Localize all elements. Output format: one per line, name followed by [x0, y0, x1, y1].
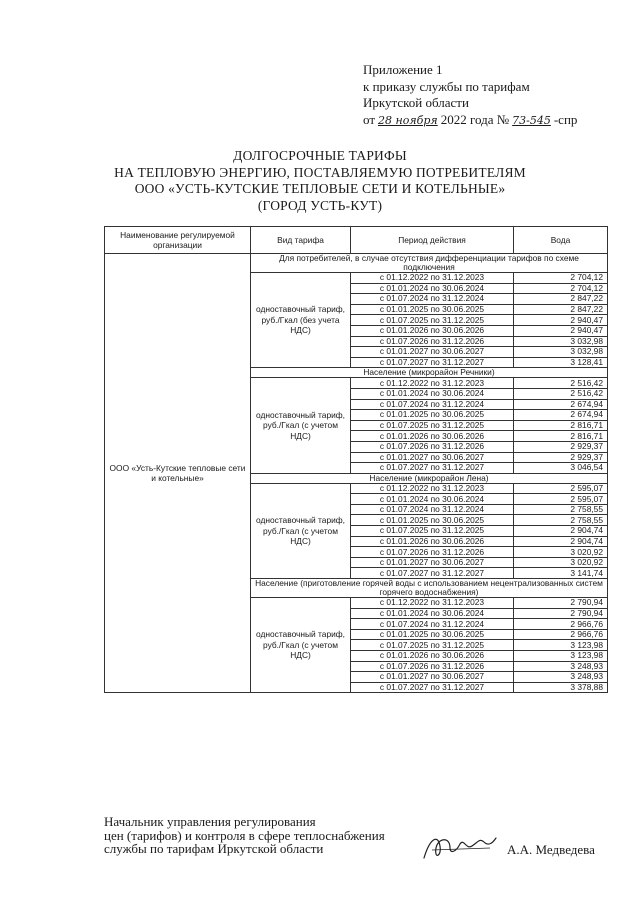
number-suffix: -спр [553, 111, 578, 127]
period-cell: с 01.01.2025 по 30.06.2025 [351, 304, 514, 315]
tariff-value-cell: 3 128,41 [514, 357, 608, 368]
tariff-value-cell: 3 248,93 [514, 672, 608, 683]
tariff-type: одноставочный тариф, руб./Гкал (с учетом НДС) [251, 483, 351, 578]
title-line3: ООО «УСТЬ-КУТСКИЕ ТЕПЛОВЫЕ СЕТИ И КОТЕЛЬНЫЕ» [134, 181, 506, 196]
appendix-line2: к приказу службы по тарифам [363, 78, 530, 94]
tariff-table [104, 226, 608, 693]
period-cell: с 01.01.2027 по 30.06.2027 [351, 672, 514, 683]
period-cell: с 01.01.2027 по 30.06.2027 [351, 347, 514, 358]
group-title-row [105, 254, 608, 273]
period-cell: с 01.07.2027 по 31.12.2027 [351, 357, 514, 368]
period-cell: с 01.12.2022 по 31.12.2023 [351, 273, 514, 284]
title-line4: (ГОРОД УСТЬ-КУТ) [257, 197, 383, 213]
header-period: Период действия [351, 227, 514, 254]
organization-name: ООО «Усть-Кутские тепловые сети и котельные» [105, 254, 251, 693]
tariff-value-cell: 2 929,37 [514, 452, 608, 463]
period-cell: с 01.07.2025 по 31.12.2025 [351, 526, 514, 537]
tariff-value-cell: 2 758,55 [514, 515, 608, 526]
document-title [0, 148, 640, 214]
period-cell: с 01.01.2027 по 30.06.2027 [351, 452, 514, 463]
period-cell: с 01.01.2026 по 30.06.2026 [351, 325, 514, 336]
tariff-value-cell: 2 904,74 [514, 526, 608, 537]
appendix-order-line [363, 112, 577, 130]
tariff-value-cell: 3 032,98 [514, 336, 608, 347]
period-cell: с 01.07.2027 по 31.12.2027 [351, 682, 514, 693]
period-cell: с 01.12.2022 по 31.12.2023 [351, 483, 514, 494]
tariff-value-cell: 2 816,71 [514, 420, 608, 431]
period-cell: с 01.01.2026 по 30.06.2026 [351, 651, 514, 662]
appendix-block [363, 62, 577, 129]
tariff-value-cell: 3 248,93 [514, 661, 608, 672]
period-cell: с 01.07.2025 по 31.12.2025 [351, 315, 514, 326]
tariff-value-cell: 2 816,71 [514, 431, 608, 442]
tariff-value-cell: 2 704,12 [514, 273, 608, 284]
tariff-value-cell: 2 516,42 [514, 378, 608, 389]
tariff-value-cell: 2 904,74 [514, 536, 608, 547]
tariff-value-cell: 2 966,76 [514, 619, 608, 630]
title-line2: НА ТЕПЛОВУЮ ЭНЕРГИЮ, ПОСТАВЛЯЕМУЮ ПОТРЕБИТЕЛЯМ [114, 164, 526, 180]
consumer-group-title: Для потребителей, в случае отсутствия дифференциации тарифов по схеме подключения [251, 254, 608, 273]
period-cell: с 01.12.2022 по 31.12.2023 [351, 598, 514, 609]
period-cell: с 01.07.2026 по 31.12.2026 [351, 661, 514, 672]
table-header-row [105, 227, 608, 254]
period-cell: с 01.01.2024 по 30.06.2024 [351, 494, 514, 505]
consumer-group-title: Население (микрорайон Лена) [251, 473, 608, 483]
header-org: Наименование регулируемой организации [105, 227, 251, 254]
tariff-value-cell: 2 940,47 [514, 315, 608, 326]
period-cell: с 01.07.2027 по 31.12.2027 [351, 568, 514, 579]
tariff-value-cell: 2 847,22 [514, 304, 608, 315]
tariff-value-cell: 2 595,07 [514, 483, 608, 494]
tariff-value-cell: 2 516,42 [514, 388, 608, 399]
tariff-value-cell: 3 378,88 [514, 682, 608, 693]
tariff-value-cell: 2 790,94 [514, 598, 608, 609]
tariff-value-cell: 2 674,94 [514, 399, 608, 410]
period-cell: с 01.12.2022 по 31.12.2023 [351, 378, 514, 389]
tariff-value-cell: 3 123,98 [514, 651, 608, 662]
period-cell: с 01.01.2025 по 30.06.2025 [351, 515, 514, 526]
tariff-value-cell: 2 674,94 [514, 410, 608, 421]
period-cell: с 01.07.2024 по 31.12.2024 [351, 294, 514, 305]
footer-line2: цен (тарифов) и контроля в сфере теплоснабжения [104, 827, 385, 843]
tariff-value-cell: 2 790,94 [514, 608, 608, 619]
handwritten-date: 28 ноября [378, 113, 438, 127]
tariff-type: одноставочный тариф, руб./Гкал (с учетом НДС) [251, 378, 351, 473]
period-cell: с 01.07.2027 по 31.12.2027 [351, 463, 514, 474]
tariff-value-cell: 3 046,54 [514, 463, 608, 474]
signer-name: А.А. Медведева [507, 842, 595, 857]
period-cell: с 01.07.2026 по 31.12.2026 [351, 336, 514, 347]
period-cell: с 01.07.2025 по 31.12.2025 [351, 420, 514, 431]
period-cell: с 01.01.2027 по 30.06.2027 [351, 557, 514, 568]
period-cell: с 01.01.2025 по 30.06.2025 [351, 629, 514, 640]
tariff-value-cell: 3 020,92 [514, 547, 608, 558]
date-year: 2022 года № [440, 111, 510, 127]
appendix-line1: Приложение 1 [363, 62, 443, 77]
footer-line1: Начальник управления регулирования [104, 814, 316, 829]
period-cell: с 01.01.2026 по 30.06.2026 [351, 536, 514, 547]
period-cell: с 01.01.2024 по 30.06.2024 [351, 283, 514, 294]
date-prefix: от [363, 111, 376, 127]
tariff-value-cell: 3 123,98 [514, 640, 608, 651]
period-cell: с 01.01.2025 по 30.06.2025 [351, 410, 514, 421]
period-cell: с 01.07.2024 по 31.12.2024 [351, 504, 514, 515]
period-cell: с 01.07.2026 по 31.12.2026 [351, 441, 514, 452]
appendix-line3: Иркутской области [363, 95, 469, 110]
tariff-value-cell: 2 929,37 [514, 441, 608, 452]
tariff-type: одноставочный тариф, руб./Гкал (без учета НДС) [251, 273, 351, 368]
header-type: Вид тарифа [251, 227, 351, 254]
period-cell: с 01.07.2024 по 31.12.2024 [351, 399, 514, 410]
footer-block [104, 815, 385, 856]
tariff-value-cell: 3 020,92 [514, 557, 608, 568]
tariff-value-cell: 3 141,74 [514, 568, 608, 579]
title-line1: ДОЛГОСРОЧНЫЕ ТАРИФЫ [233, 148, 407, 163]
consumer-group-title: Население (приготовление горячей воды с использованием нецентрализованных систем горячего водоснабжения) [251, 579, 608, 598]
period-cell: с 01.01.2024 по 30.06.2024 [351, 608, 514, 619]
handwritten-number: 73-545 [512, 113, 551, 127]
period-cell: с 01.07.2025 по 31.12.2025 [351, 640, 514, 651]
tariff-value-cell: 2 595,07 [514, 494, 608, 505]
tariff-value-cell: 2 966,76 [514, 629, 608, 640]
header-value: Вода [514, 227, 608, 254]
period-cell: с 01.01.2024 по 30.06.2024 [351, 388, 514, 399]
tariff-value-cell: 2 940,47 [514, 325, 608, 336]
tariff-value-cell: 2 758,55 [514, 504, 608, 515]
tariff-value-cell: 2 847,22 [514, 294, 608, 305]
footer-line3: службы по тарифам Иркутской области [104, 841, 324, 856]
period-cell: с 01.07.2024 по 31.12.2024 [351, 619, 514, 630]
consumer-group-title: Население (микрорайон Речники) [251, 368, 608, 378]
tariff-value-cell: 3 032,98 [514, 347, 608, 358]
handwritten-signature [420, 828, 500, 864]
tariff-value-cell: 2 704,12 [514, 283, 608, 294]
period-cell: с 01.01.2026 по 30.06.2026 [351, 431, 514, 442]
tariff-type: одноставочный тариф, руб./Гкал (с учетом НДС) [251, 598, 351, 693]
period-cell: с 01.07.2026 по 31.12.2026 [351, 547, 514, 558]
